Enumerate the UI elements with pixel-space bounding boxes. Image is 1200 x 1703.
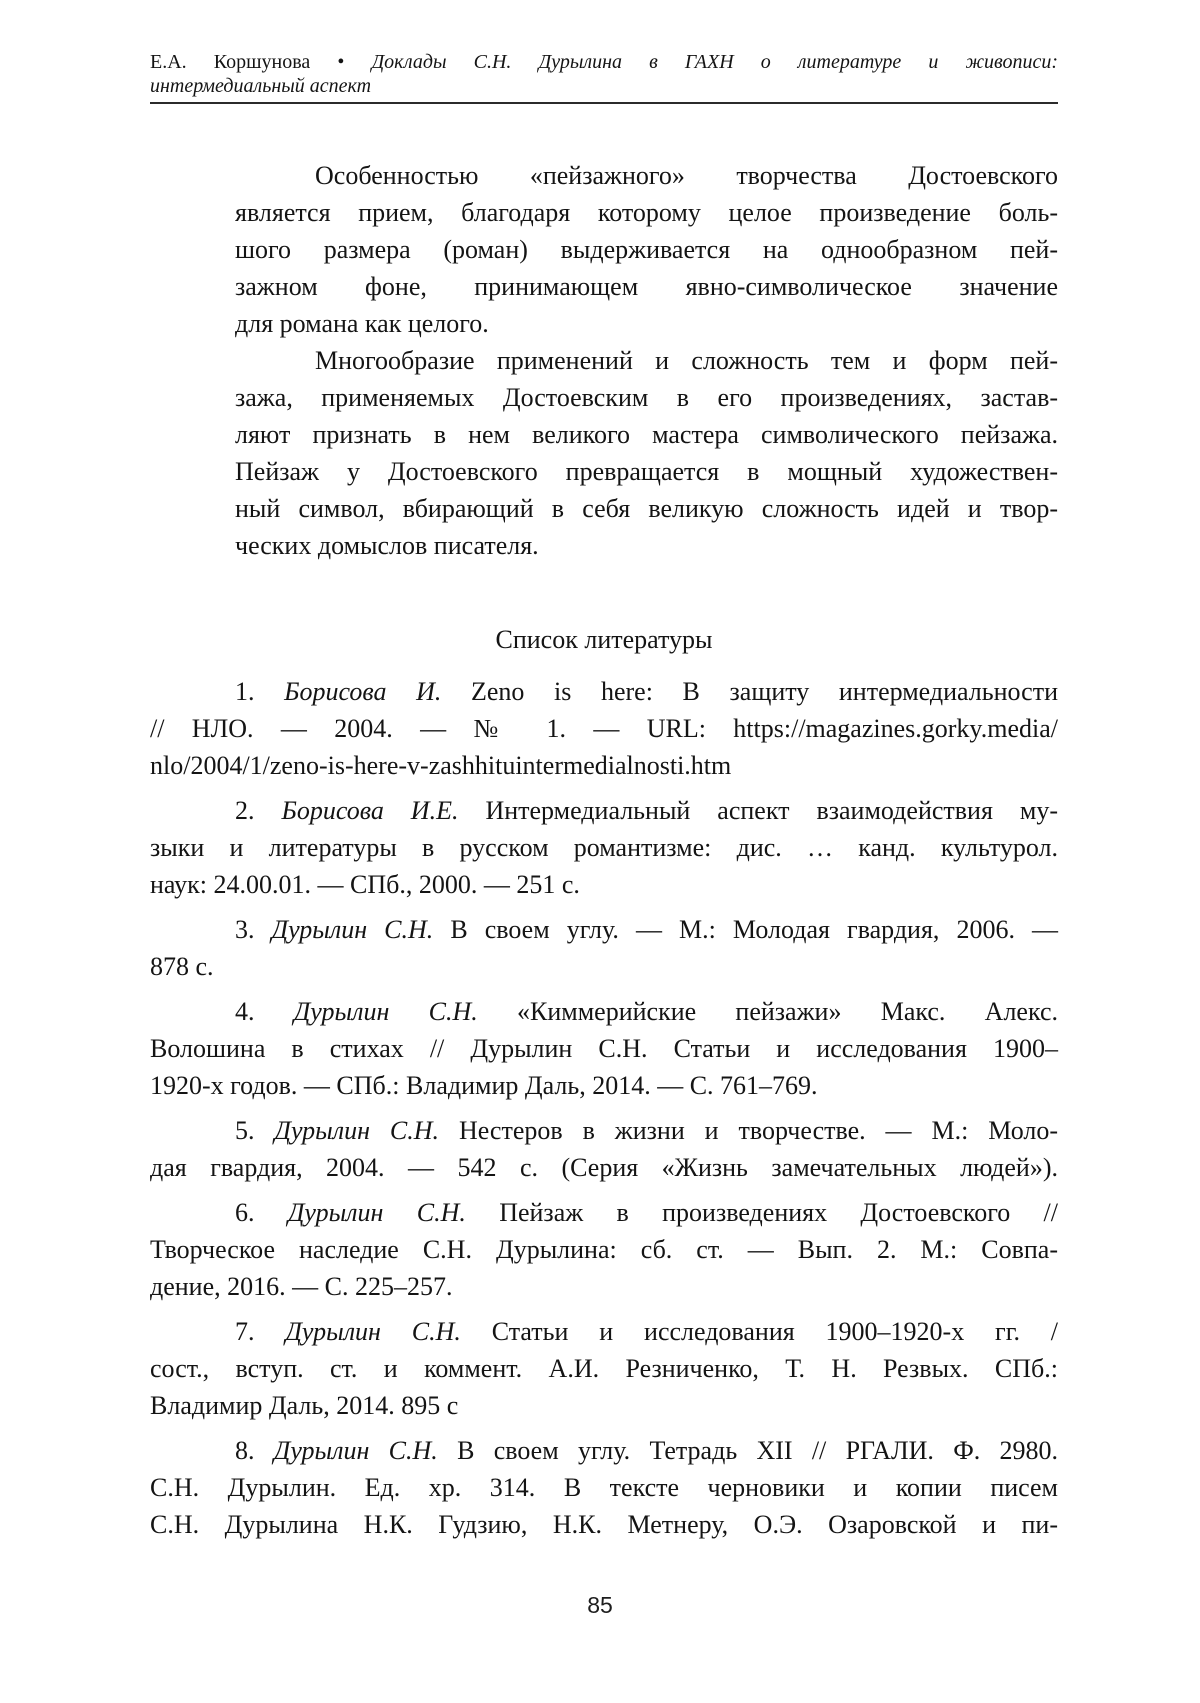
text-line [235,453,1058,490]
text-run: Zeno is here: В защиту интермедиальности [441,677,1058,706]
quoted-passage [235,157,1058,564]
text-run: 1920-х годов. — СПб.: Владимир Даль, 2014. — С. 761–769. [150,1071,818,1100]
text-run: С.Н. Дурылин. Ед. хр. 314. В тексте черновики и копии писем [150,1473,1058,1502]
text-run: ческих домыслов писателя. [235,531,539,560]
text-run: Интермедиальный аспект взаимодействия му- [458,796,1059,825]
text-run: ный символ, вбирающий в себя великую сложность идей и твор- [235,494,1058,523]
reference-item-2 [150,792,1058,903]
text-run: дая гвардия, 2004. — 542 с. (Серия «Жизнь замечательных людей»). [150,1153,1058,1182]
text-run: «Киммерийские пейзажи» Макс. Алекс. [477,997,1058,1026]
text-run: Нестеров в жизни и творчестве. — М.: Моло- [439,1116,1058,1145]
bullet-separator-icon: • [337,51,345,73]
running-header-line2: интермедиальный аспект [150,75,372,97]
italic-text-run: Дурылин С.Н. [274,1116,440,1145]
text-run: Творческое наследие С.Н. Дурылина: сб. ст. — Вып. 2. М.: Совпа- [150,1235,1058,1264]
page-number: 85 [587,1592,613,1618]
text-line [235,490,1058,527]
text-line [150,1149,1058,1186]
text-line [150,1268,1058,1305]
italic-text-run: Дурылин С.Н. [271,915,434,944]
text-line [150,829,1058,866]
italic-text-run: Дурылин С.Н. [287,1198,466,1227]
running-header-title: Доклады С.Н. Дурылина в ГАХН о литературе и живописи: [371,51,1059,73]
text-line [150,1387,1058,1424]
text-run: сост., вступ. ст. и коммент. А.И. Резниченко, Т. Н. Резвых. СПб.: [150,1354,1058,1383]
text-block [150,0,1058,1543]
text-run: 2. [235,796,282,825]
text-run: Пейзаж у Достоевского превращается в мощный художествен- [235,457,1058,486]
reference-item-1 [150,673,1058,784]
italic-text-run: Дурылин С.Н. [293,997,478,1026]
running-header-author: Е.А. Коршунова [150,51,311,73]
text-line [150,1231,1058,1268]
running-header-line1 [150,50,1058,74]
text-run: 1. [235,677,285,706]
text-line [150,1030,1058,1067]
text-line [150,866,1058,903]
reference-item-6 [150,1194,1058,1305]
text-line [150,911,1058,948]
text-run: 5. [235,1116,275,1145]
text-run: 3. [235,915,272,944]
text-line [235,342,1058,379]
text-run: Статьи и исследования 1900–1920-х гг. / [460,1317,1059,1346]
text-line [150,1432,1058,1469]
italic-text-run: Дурылин С.Н. [285,1317,461,1346]
text-line [150,747,1058,784]
section-title: Список литературы [495,625,713,654]
text-run: шого размера (роман) выдерживается на однообразном пей- [235,235,1058,264]
text-line [235,231,1058,268]
text-line [150,1112,1058,1149]
text-run: 4. [235,997,294,1026]
text-line [150,993,1058,1030]
text-run: С.Н. Дурылина Н.К. Гудзию, Н.К. Метнеру, О.Э. Озаровской и пи- [150,1510,1058,1539]
reference-item-4 [150,993,1058,1104]
text-line [150,673,1058,710]
text-run: для романа как целого. [235,309,489,338]
text-line [150,1506,1058,1543]
text-line [235,527,1058,564]
text-line [235,416,1058,453]
text-run: nlo/2004/1/zeno-is-here-v-zashhituintermedialnosti.htm [150,751,732,780]
text-line [235,305,1058,342]
text-run: является прием, благодаря которому целое произведение боль- [235,198,1058,227]
text-line [150,710,1058,747]
text-line [235,268,1058,305]
text-run: 878 с. [150,952,214,981]
text-line [235,194,1058,231]
text-run: Волошина в стихах // Дурылин С.Н. Статьи и исследования 1900– [150,1034,1058,1063]
text-run: дение, 2016. — С. 225–257. [150,1272,453,1301]
text-run: 7. [235,1317,286,1346]
text-line [150,1350,1058,1387]
running-header [150,0,1058,98]
text-line [150,948,1058,985]
text-run: зажном фоне, принимающем явно-символическое значение [235,272,1058,301]
paragraph-1 [235,157,1058,342]
text-run: зажа, применяемых Достоевским в его произведениях, застав- [235,383,1058,412]
text-line [150,792,1058,829]
reference-item-8 [150,1432,1058,1543]
reference-item-7 [150,1313,1058,1424]
paragraph-2 [235,342,1058,564]
italic-text-run: Борисова И.Е. [281,796,459,825]
reference-list [150,673,1058,1543]
text-run: // НЛО. — 2004. — № 1. — URL: https://magazines.gorky.media/ [150,714,1058,743]
italic-text-run: Борисова И. [284,677,442,706]
text-run: Владимир Даль, 2014. 895 с [150,1391,459,1420]
text-run: зыки и литературы в русском романтизме: дис. … канд. культурол. [150,833,1058,862]
reference-item-5 [150,1112,1058,1186]
text-line [150,1313,1058,1350]
reference-item-3 [150,911,1058,985]
text-line [235,157,1058,194]
text-run: Особенностью «пейзажного» творчества Достоевского [315,161,1058,190]
text-run: Пейзаж в произведениях Достоевского // [465,1198,1058,1227]
text-line [235,379,1058,416]
text-line [150,1194,1058,1231]
text-run: В своем углу. — М.: Молодая гвардия, 2006. — [433,915,1059,944]
text-run: Многообразие применений и сложность тем и форм пей- [315,346,1058,375]
italic-text-run: Дурылин С.Н. [273,1436,438,1465]
text-run: 6. [235,1198,288,1227]
text-run: 8. [235,1436,274,1465]
text-run: наук: 24.00.01. — СПб., 2000. — 251 с. [150,870,580,899]
text-run: В своем углу. Тетрадь XII // РГАЛИ. Ф. 2980. [437,1436,1059,1465]
header-rule [150,102,1058,104]
text-line [150,1067,1058,1104]
text-run: ляют признать в нем великого мастера символического пейзажа. [235,420,1058,449]
text-line [150,1469,1058,1506]
